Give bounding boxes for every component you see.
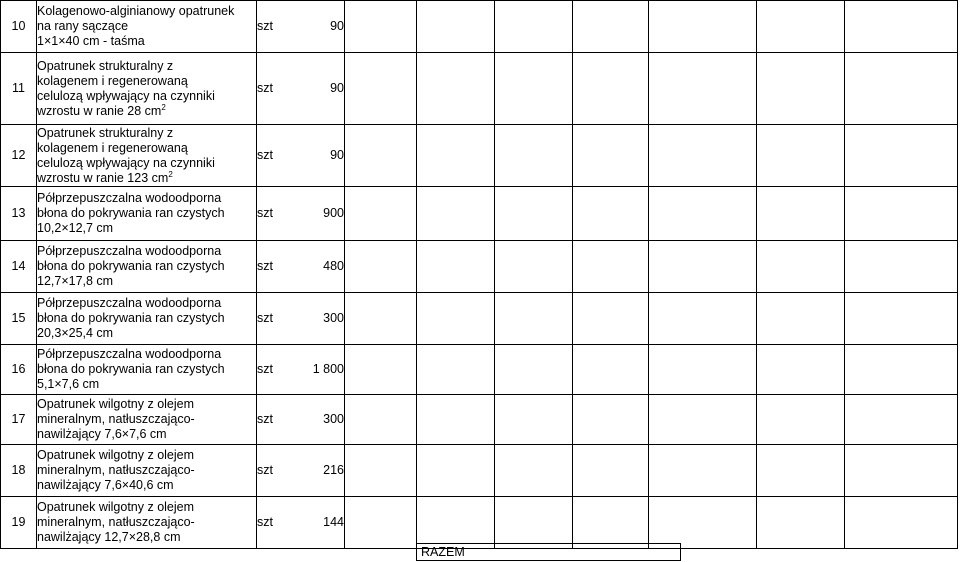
empty-cell: [757, 395, 845, 445]
product-name: [37, 187, 257, 241]
table-row: [1, 395, 958, 445]
empty-cell: [845, 497, 958, 549]
empty-cell: [649, 125, 757, 187]
empty-cell: [417, 125, 495, 187]
product-name: [37, 125, 257, 187]
unit-cell: szt: [257, 497, 291, 549]
empty-cell: [845, 53, 958, 125]
empty-cell: [649, 345, 757, 395]
empty-cell: [345, 125, 417, 187]
empty-cell: [495, 345, 573, 395]
empty-cell: [845, 241, 958, 293]
empty-cell: [573, 1, 649, 53]
product-name: [37, 241, 257, 293]
product-name-line: Kolagenowo-alginianowy opatrunek: [37, 4, 235, 18]
product-name-line: na rany sączące: [37, 19, 129, 33]
product-name: [37, 395, 257, 445]
row-number: 17: [1, 395, 37, 445]
empty-cell: [757, 497, 845, 549]
table-row: [1, 187, 958, 241]
table-body: [1, 1, 958, 549]
product-name: [37, 53, 257, 125]
table-row: [1, 497, 958, 549]
product-name-line: 10,2×12,7 cm: [37, 221, 114, 235]
empty-cell: [757, 125, 845, 187]
product-name: [37, 497, 257, 549]
empty-cell: [649, 1, 757, 53]
unit-superscript: 2: [161, 102, 166, 112]
product-name-line: nawilżający 7,6×40,6 cm: [37, 478, 174, 492]
summary-row: [416, 543, 681, 561]
empty-cell: [345, 497, 417, 549]
empty-cell: [845, 345, 958, 395]
product-name-line: 12,7×17,8 cm: [37, 274, 114, 288]
product-name-line: błona do pokrywania ran czystych: [37, 259, 225, 273]
product-name-line: Opatrunek strukturalny z: [37, 58, 174, 73]
empty-cell: [649, 53, 757, 125]
unit-cell: szt: [257, 125, 291, 187]
product-name-line: Opatrunek wilgotny z olejem: [37, 397, 195, 411]
empty-cell: [573, 395, 649, 445]
empty-cell: [757, 345, 845, 395]
quantity-cell: 900: [291, 187, 345, 241]
product-name-line: 1×1×40 cm - taśma: [37, 34, 145, 48]
empty-cell: [649, 241, 757, 293]
empty-cell: [417, 53, 495, 125]
empty-cell: [495, 241, 573, 293]
empty-cell: [495, 497, 573, 549]
razem-label: RAZEM: [417, 544, 681, 561]
empty-cell: [757, 293, 845, 345]
empty-cell: [649, 445, 757, 497]
empty-cell: [417, 1, 495, 53]
empty-cell: [495, 125, 573, 187]
table-row: [1, 53, 958, 125]
product-name-line: mineralnym, natłuszczająco-: [37, 463, 195, 477]
empty-cell: [345, 1, 417, 53]
unit-cell: szt: [257, 445, 291, 497]
empty-cell: [417, 497, 495, 549]
table-row: [1, 125, 958, 187]
quantity-cell: 480: [291, 241, 345, 293]
unit-cell: szt: [257, 53, 291, 125]
empty-cell: [495, 445, 573, 497]
table-row: [1, 293, 958, 345]
empty-cell: [573, 187, 649, 241]
product-name: [37, 345, 257, 395]
empty-cell: [495, 187, 573, 241]
unit-cell: szt: [257, 345, 291, 395]
product-name-line: wzrostu w ranie 123 cm: [37, 170, 169, 185]
product-name-line: Półprzepuszczalna wodoodporna: [37, 244, 222, 258]
empty-cell: [845, 445, 958, 497]
empty-cell: [495, 395, 573, 445]
product-name: [37, 293, 257, 345]
empty-cell: [649, 497, 757, 549]
product-name: [37, 445, 257, 497]
empty-cell: [845, 293, 958, 345]
quantity-cell: 216: [291, 445, 345, 497]
row-number: 13: [1, 187, 37, 241]
product-name-line: kolagenem i regenerowaną: [37, 73, 188, 88]
quantity-cell: 90: [291, 53, 345, 125]
product-name-line: 20,3×25,4 cm: [37, 326, 114, 340]
empty-cell: [757, 241, 845, 293]
quantity-cell: 90: [291, 1, 345, 53]
product-name-line: mineralnym, natłuszczająco-: [37, 515, 195, 529]
product-name-line: Półprzepuszczalna wodoodporna: [37, 191, 222, 205]
empty-cell: [495, 53, 573, 125]
empty-cell: [845, 1, 958, 53]
empty-cell: [345, 445, 417, 497]
empty-cell: [495, 293, 573, 345]
row-number: 12: [1, 125, 37, 187]
empty-cell: [417, 345, 495, 395]
product-name-line: Opatrunek wilgotny z olejem: [37, 500, 195, 514]
empty-cell: [573, 345, 649, 395]
product-name-line: nawilżający 7,6×7,6 cm: [37, 427, 167, 441]
product-name-line: błona do pokrywania ran czystych: [37, 206, 225, 220]
quantity-cell: 90: [291, 125, 345, 187]
unit-cell: szt: [257, 241, 291, 293]
unit-superscript: 2: [168, 169, 173, 179]
quantity-cell: 1 800: [291, 345, 345, 395]
empty-cell: [573, 293, 649, 345]
product-name-line: kolagenem i regenerowaną: [37, 140, 188, 155]
unit-cell: szt: [257, 395, 291, 445]
table-row: [1, 1, 958, 53]
row-number: 16: [1, 345, 37, 395]
row-number: 15: [1, 293, 37, 345]
empty-cell: [649, 395, 757, 445]
table-row: [1, 445, 958, 497]
empty-cell: [573, 53, 649, 125]
empty-cell: [649, 187, 757, 241]
empty-cell: [845, 187, 958, 241]
product-name-line: celulozą wpływający na czynniki: [37, 155, 215, 170]
empty-cell: [573, 445, 649, 497]
product-name-line: wzrostu w ranie 28 cm: [37, 103, 162, 118]
quantity-cell: 300: [291, 293, 345, 345]
empty-cell: [757, 1, 845, 53]
product-name-line: błona do pokrywania ran czystych: [37, 362, 225, 376]
empty-cell: [345, 187, 417, 241]
table-row: [1, 241, 958, 293]
product-name-line: Półprzepuszczalna wodoodporna: [37, 347, 222, 361]
empty-cell: [417, 395, 495, 445]
empty-cell: [417, 241, 495, 293]
row-number: 10: [1, 1, 37, 53]
row-number: 19: [1, 497, 37, 549]
unit-cell: szt: [257, 187, 291, 241]
unit-cell: szt: [257, 293, 291, 345]
product-name-line: 5,1×7,6 cm: [37, 377, 100, 391]
empty-cell: [845, 395, 958, 445]
empty-cell: [345, 241, 417, 293]
product-name-line: celulozą wpływający na czynniki: [37, 88, 215, 103]
quantity-cell: 300: [291, 395, 345, 445]
empty-cell: [757, 445, 845, 497]
product-name-line: Półprzepuszczalna wodoodporna: [37, 296, 222, 310]
unit-cell: szt: [257, 1, 291, 53]
row-number: 11: [1, 53, 37, 125]
empty-cell: [573, 241, 649, 293]
empty-cell: [345, 395, 417, 445]
product-name-line: Opatrunek strukturalny z: [37, 125, 174, 140]
row-number: 18: [1, 445, 37, 497]
empty-cell: [417, 293, 495, 345]
row-number: 14: [1, 241, 37, 293]
product-name-line: mineralnym, natłuszczająco-: [37, 412, 195, 426]
product-name-line: błona do pokrywania ran czystych: [37, 311, 225, 325]
empty-cell: [345, 293, 417, 345]
empty-cell: [757, 53, 845, 125]
product-name-line: Opatrunek wilgotny z olejem: [37, 448, 195, 462]
table-row: [1, 345, 958, 395]
empty-cell: [573, 497, 649, 549]
empty-cell: [573, 125, 649, 187]
empty-cell: [649, 293, 757, 345]
empty-cell: [495, 1, 573, 53]
empty-cell: [757, 187, 845, 241]
empty-cell: [417, 445, 495, 497]
empty-cell: [345, 53, 417, 125]
product-name-line: nawilżający 12,7×28,8 cm: [37, 530, 181, 544]
empty-cell: [417, 187, 495, 241]
empty-cell: [845, 125, 958, 187]
empty-cell: [345, 345, 417, 395]
quantity-cell: 144: [291, 497, 345, 549]
product-name: [37, 1, 257, 53]
